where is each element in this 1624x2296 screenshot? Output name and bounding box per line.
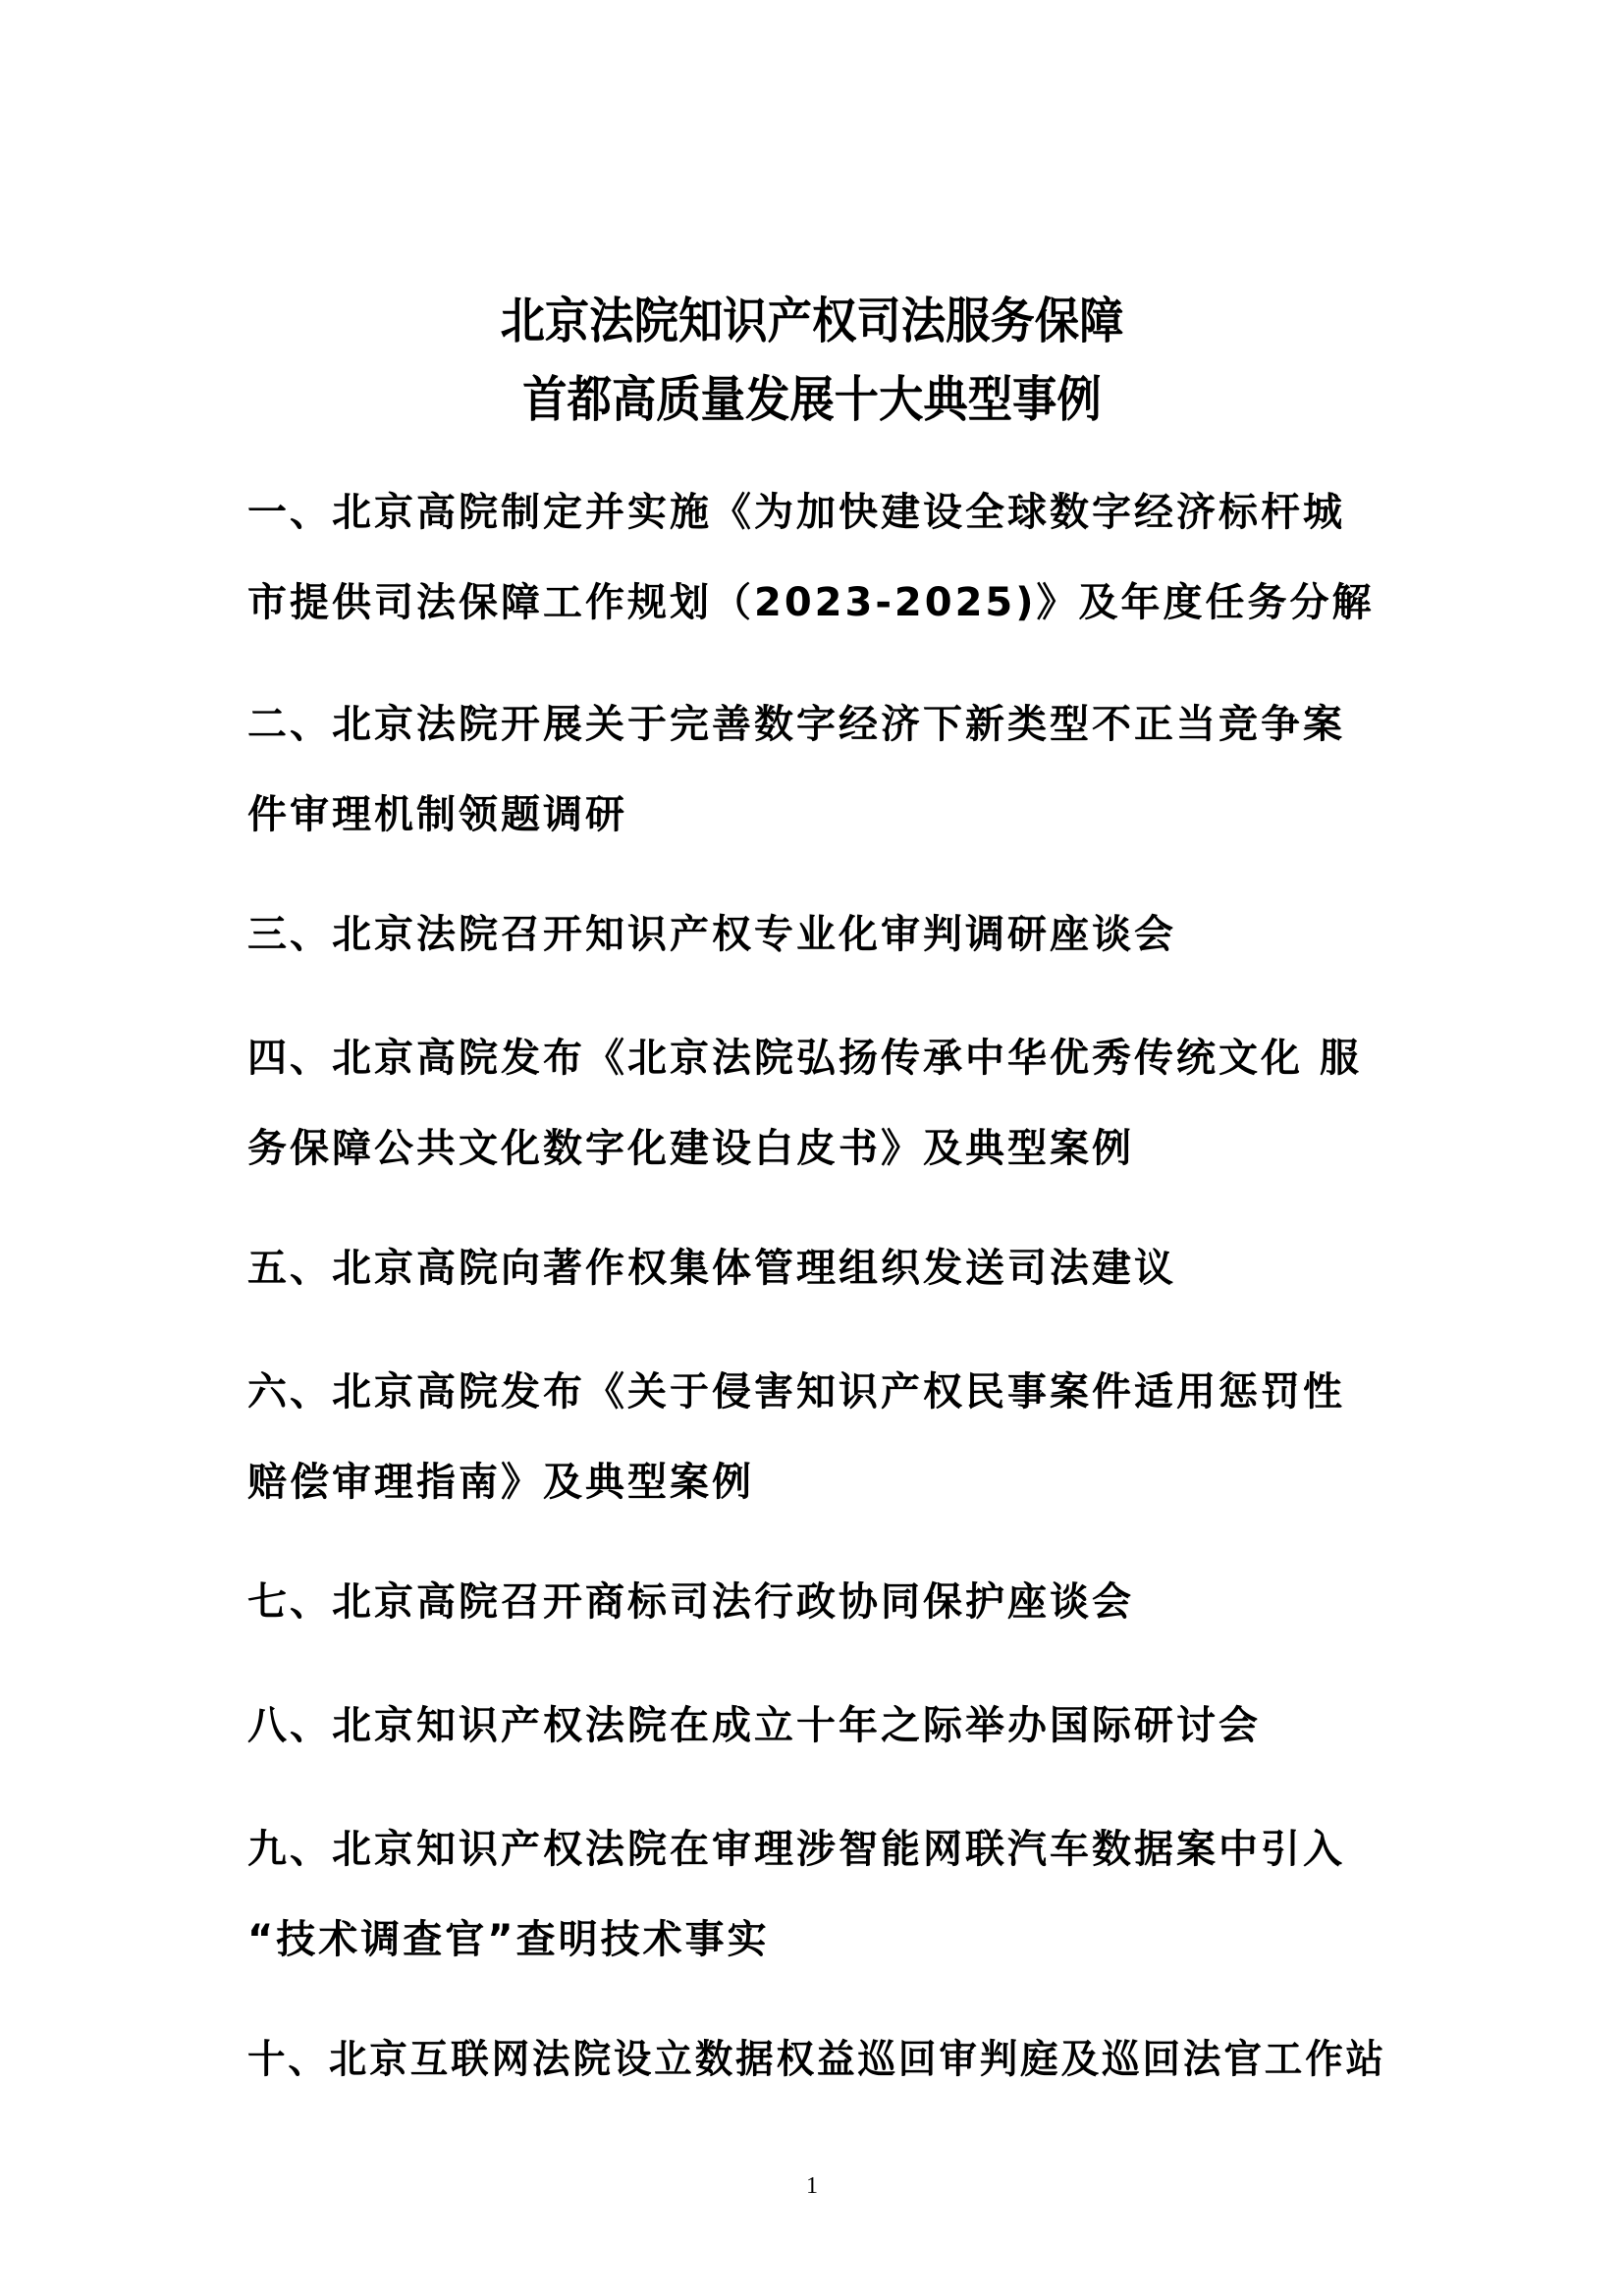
list-item-9-line-1: 九、北京知识产权法院在审理涉智能网联汽车数据案中引入: [247, 1827, 1345, 1872]
list-item-4-line-2: 务保障公共文化数字化建设白皮书》及典型案例: [247, 1126, 1134, 1171]
list-item-7-line-1: 七、北京高院召开商标司法行政协同保护座谈会: [247, 1579, 1134, 1625]
list-item-2-line-2: 件审理机制领题调研: [247, 792, 627, 837]
list-item-2: [247, 701, 1386, 838]
list-item-9: [247, 1826, 1386, 1963]
list-item-1-line-2: 市提供司法保障工作规划（2023-2025)》及年度任务分解: [247, 580, 1375, 625]
page-title-line-1: 北京法院知识产权司法服务保障: [500, 292, 1124, 349]
list-item-10: [247, 2036, 1386, 2083]
page-title-line-2: 首都高质量发展十大典型事例: [522, 370, 1102, 428]
list-item-7: [247, 1578, 1386, 1626]
page-number: 1: [806, 2173, 818, 2199]
list-item-6-line-2: 赔偿审理指南》及典型案例: [247, 1460, 754, 1505]
list-item-2-line-1: 二、北京法院开展关于完善数字经济下新类型不正当竞争案: [247, 702, 1345, 747]
list-item-10-line-1: 十、北京互联网法院设立数据权益巡回审判庭及巡回法官工作站: [247, 2037, 1387, 2082]
list-item-8-line-1: 八、北京知识产权法院在成立十年之际举办国际研讨会: [247, 1703, 1261, 1748]
list-item-6-line-1: 六、北京高院发布《关于侵害知识产权民事案件适用惩罚性: [247, 1369, 1345, 1415]
list-item-8: [247, 1702, 1386, 1749]
list-item-5-line-1: 五、北京高院向著作权集体管理组织发送司法建议: [247, 1246, 1176, 1291]
list-item-6: [247, 1368, 1386, 1506]
list-item-3: [247, 911, 1386, 958]
list-item-4: [247, 1035, 1386, 1172]
list-item-1-line-1: 一、北京高院制定并实施《为加快建设全球数字经济标杆城: [247, 490, 1345, 535]
list-item-1: [247, 489, 1386, 626]
list-item-4-line-1: 四、北京高院发布《北京法院弘扬传承中华优秀传统文化 服: [247, 1036, 1362, 1081]
list-item-3-line-1: 三、北京法院召开知识产权专业化审判调研座谈会: [247, 912, 1176, 957]
list-item-9-line-2: “技术调查官”查明技术事实: [247, 1917, 770, 1962]
list-item-5: [247, 1245, 1386, 1292]
